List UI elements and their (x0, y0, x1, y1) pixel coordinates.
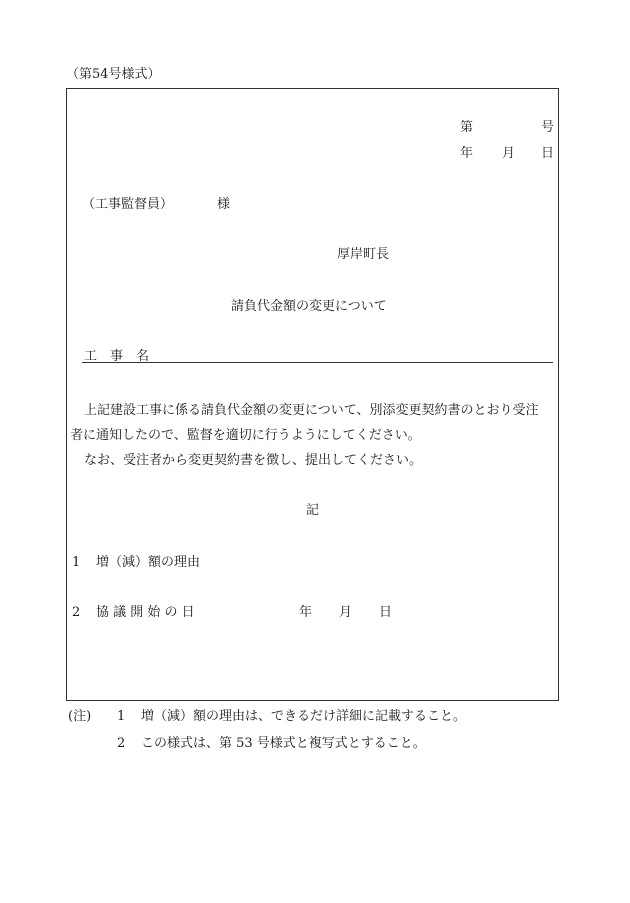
body-line-3: なお、受注者から変更契約書を徴し、提出してください。 (84, 453, 423, 468)
number-suffix: 号 (541, 120, 555, 135)
body-line-2: 者に通知したので、監督を適切に行うようにしてください。 (70, 428, 421, 443)
item-2-year: 年 (299, 605, 313, 620)
item-2-day: 日 (379, 605, 393, 620)
record-heading: 記 (306, 503, 320, 518)
addressee-honorific: 様 (217, 197, 231, 212)
addressee-name: （工事監督員） (82, 197, 174, 212)
date-month: 月 (502, 146, 516, 161)
date-year: 年 (460, 146, 474, 161)
subject-title: 請負代金額の変更について (231, 299, 387, 314)
notes-prefix: (注) (68, 709, 92, 724)
item-1-label: 増（減）額の理由 (96, 555, 201, 570)
project-name-line (82, 362, 553, 363)
item-2-month: 月 (339, 605, 353, 620)
sender: 厚岸町長 (337, 247, 390, 262)
date-day: 日 (541, 146, 555, 161)
form-number: （第54号様式） (66, 67, 161, 82)
item-2-label: 協 議 開 始 の 日 (96, 605, 195, 620)
project-name-label: 工 事 名 (84, 349, 150, 364)
item-2-number: 2 (72, 605, 81, 620)
body-line-1: 上記建設工事に係る請負代金額の変更について、別添変更契約書のとおり受注 (84, 403, 539, 418)
item-1-number: 1 (72, 555, 81, 570)
note-2-number: 2 (117, 736, 126, 751)
note-1-text: 増（減）額の理由は、できるだけ詳細に記載すること。 (141, 709, 467, 724)
note-2-text: この様式は、第 53 号様式と複写式とすること。 (141, 736, 426, 751)
number-prefix: 第 (460, 120, 474, 135)
note-1-number: 1 (117, 709, 126, 724)
